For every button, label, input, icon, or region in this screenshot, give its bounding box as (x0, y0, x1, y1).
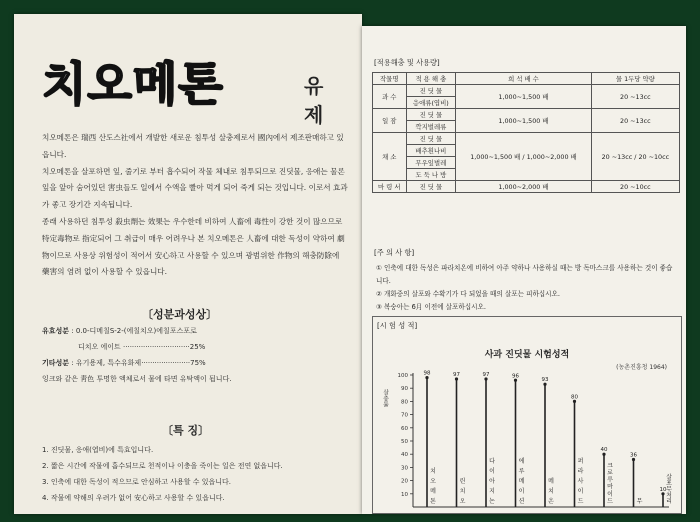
data-label: 97 (453, 371, 460, 378)
y-tick-label: 40 (401, 452, 408, 459)
category-label: 무 (666, 486, 672, 493)
data-label: 80 (571, 394, 578, 401)
amount-cell: 20 ~10cc (591, 181, 679, 193)
y-tick-label: 10 (401, 491, 408, 498)
composition-heading: 〔성분과성상〕 (142, 308, 218, 321)
category-label: 다 (489, 458, 495, 465)
data-label: 98 (423, 370, 431, 377)
category-label: 이 (489, 468, 495, 475)
category-label: 퍼 (577, 458, 584, 465)
category-label: 지 (489, 488, 495, 495)
composition-label: 유효성분 (42, 327, 70, 335)
category-label: 마 (607, 483, 613, 491)
features-heading: 〔특 징〕 (162, 424, 210, 437)
category-label: 로 (607, 469, 613, 477)
table-header-cell: 희 석 배 수 (456, 73, 592, 85)
y-tick-label: 100 (397, 373, 408, 379)
caution-heading: [주 의 사 항] (374, 248, 415, 257)
amount-cell: 20 ~13cc (591, 109, 679, 133)
category-label: 루 (518, 468, 525, 475)
pest-cell: 진 딧 물 (406, 133, 456, 145)
amount-cell: 20 ~13cc / 20 ~10cc (591, 133, 679, 181)
pest-cell: 진 딧 물 (406, 109, 456, 121)
y-tick-label: 50 (401, 439, 408, 445)
category-label: 린 (459, 478, 466, 485)
table-row (373, 109, 680, 121)
category-label: 무 (636, 498, 643, 505)
category-label: 션 (518, 498, 525, 505)
intro-text (42, 130, 348, 281)
category-label: 이 (607, 490, 613, 498)
composition-value: : 유기용제, 특수유화제······················75% (71, 359, 206, 367)
intro-paragraph: 치오메톤은 瑞西 산도스社에서 개발한 새로운 침투성 살충제로서 國內에서 제조판매하고 있읍니다. (42, 133, 344, 159)
category-label: 오 (430, 478, 436, 485)
results-heading: [시 험 성 적] (377, 321, 418, 330)
table-header-cell: 적 용 해 충 (406, 73, 456, 85)
title-main: 치오메톤 (42, 57, 224, 111)
category-label: 리 (666, 498, 672, 505)
pest-cell: 깍지벌레류 (406, 121, 456, 133)
feature-item: 2. 짧은 시간에 작물에 흡수되므로 천적이나 이충을 죽이는 일은 전연 없읍니다. (42, 462, 283, 470)
table-header-row (373, 73, 680, 85)
right-page (362, 26, 686, 514)
data-label: 10 (659, 486, 667, 493)
amount-cell: 20 ~13cc (591, 85, 679, 109)
feature-item: 4. 작물에 약해의 우려가 없어 安心하고 사용할 수 있읍니다. (42, 494, 225, 502)
y-axis-label: 살충률 (381, 389, 389, 407)
category-label: 톤 (430, 498, 436, 505)
category-label: 치 (548, 488, 554, 495)
dilution-cell: 1,000~1,500 배 (456, 109, 592, 133)
y-tick-label: 60 (401, 425, 408, 432)
pest-cell: 무우잎벌레 (406, 157, 456, 169)
usage-heading: [적용해충 및 사용량] (374, 58, 440, 67)
dilution-cell: 1,000~1,500 배 / 1,000~2,000 배 (456, 133, 592, 181)
caution-item: ② 개화중의 살포와 수확기가 다 되었을 때의 살포는 피하십시오. (376, 290, 561, 298)
feature-item: 1. 진딧물, 응애(엽비)에 특효입니다. (42, 446, 154, 454)
y-tick-label: 80 (401, 399, 408, 406)
y-tick-label: 20 (401, 478, 408, 485)
category-label: 루 (607, 476, 613, 484)
y-tick-label: 70 (401, 412, 408, 419)
caution-item: ① 인축에 대한 독성은 파라치온에 비하여 아주 약하나 사용하실 때는 방 독마스크를 사용하는 것이 좋습니다. (376, 264, 673, 285)
caution-list (376, 262, 676, 314)
category-label: 메 (548, 478, 554, 485)
category-label: 메 (518, 478, 525, 485)
category-label: 이 (577, 488, 584, 495)
composition-row (78, 342, 205, 352)
table-row (373, 181, 680, 193)
intro-paragraph: 치오메톤을 살포하면 잎, 줄기로 부터 흡수되어 작물 체내로 침투되므로 진딧물, 응애는 물론 잎을 앞아 숨어있던 害虫들도 일에서 수액을 빨아 먹게 되어 죽게 되는 것입니다. 이로서 효과가 좋고 장기간 지속됩니다. (42, 166, 348, 210)
composition-value: 잉크와 같은 靑色 투명한 액체로서 물에 타면 유탁액이 됩니다. (42, 375, 232, 383)
composition-row (42, 326, 197, 336)
composition-value: 디치오 에이트 ······························25% (78, 343, 206, 351)
data-label: 36 (630, 452, 637, 459)
category-label: 라 (577, 468, 584, 475)
chart-title: 사과 진딧물 시험성적 (484, 350, 570, 360)
pest-cell: 진 딧 물 (406, 181, 456, 193)
test-results-box (372, 316, 682, 514)
category-label: 논 (489, 498, 495, 505)
dilution-cell: 1,000~2,000 배 (456, 181, 592, 193)
title-suffix: 유제 (304, 74, 324, 127)
product-title (42, 54, 342, 127)
data-label: 97 (482, 371, 490, 378)
aphid-test-chart (373, 317, 681, 513)
pest-cell: 배추흰나비 (406, 145, 456, 157)
pest-cell: 응애류(엽비) (406, 97, 456, 109)
table-row (373, 85, 680, 97)
composition-value: : 0.0-디메칠S-2-(에칠치오)에칠포스포로 (71, 327, 197, 335)
category-label: 치 (430, 468, 436, 475)
chart-subtitle: (농촌진흥청 1964) (616, 364, 667, 371)
category-label: 포 (666, 480, 672, 487)
features-list (42, 442, 348, 506)
category-label: 아 (489, 478, 495, 485)
table-header-cell: 작물명 (373, 73, 407, 85)
table-header-cell: 물 1두당 약량 (591, 73, 679, 85)
crop-cell: 과 수 (373, 85, 407, 109)
dilution-cell: 1,000~1,500 배 (456, 85, 592, 109)
y-tick-label: 90 (401, 386, 408, 393)
crop-cell: 마 령 서 (373, 181, 407, 193)
category-label: 드 (607, 498, 613, 505)
category-label: 드 (577, 498, 584, 505)
data-label: 96 (512, 373, 519, 380)
composition-heading-label: 성분과성상 (153, 308, 207, 321)
table-row (373, 133, 680, 145)
pest-cell: 도 둑 나 방 (406, 169, 456, 181)
crop-cell: 채 소 (373, 133, 407, 181)
category-label: 에 (518, 458, 525, 465)
crop-cell: 일 잠 (373, 109, 407, 133)
caution-item: ③ 복숭아는 6月 이전에 살포하십시오. (376, 303, 486, 311)
features-heading-label: 특 징 (173, 424, 199, 437)
usage-table (372, 72, 680, 193)
category-label: 메 (430, 488, 436, 495)
category-label: 치 (459, 488, 466, 495)
category-label: 오 (459, 498, 466, 505)
composition-row (42, 358, 206, 368)
feature-item: 3. 인축에 대한 독성이 적으므로 안심하고 사용할 수 있읍니다. (42, 478, 231, 486)
category-label: 살 (666, 474, 672, 481)
intro-paragraph: 종래 사용하던 침투성 殺虫劑는 效果는 우수한데 비하여 人畜에 毒性이 강한 것이 많으므로 特定毒物로 指定되어 그 취급이 매우 어려우나 본 치오메톤은 人畜에 대한 독성이 약하여 劇物이므로 사용상 위험성이 적어서 安心하고 사용할 수 있으며 광범위한 作物의 해충防除에 藥害의 염려 없이 사용할 수 있읍니다. (42, 216, 345, 277)
composition-row (42, 374, 232, 384)
composition-label: 기타성분 (42, 359, 70, 367)
category-label: 사 (577, 478, 584, 485)
pest-cell: 진 딧 물 (406, 85, 456, 97)
category-label: 이 (518, 488, 525, 495)
data-label: 40 (600, 447, 608, 454)
category-label: 크 (607, 462, 613, 470)
left-page (14, 14, 362, 514)
y-tick-label: 30 (401, 465, 408, 472)
data-label: 93 (541, 377, 549, 384)
category-label: 온 (548, 498, 554, 505)
category-label: 처 (666, 492, 672, 499)
